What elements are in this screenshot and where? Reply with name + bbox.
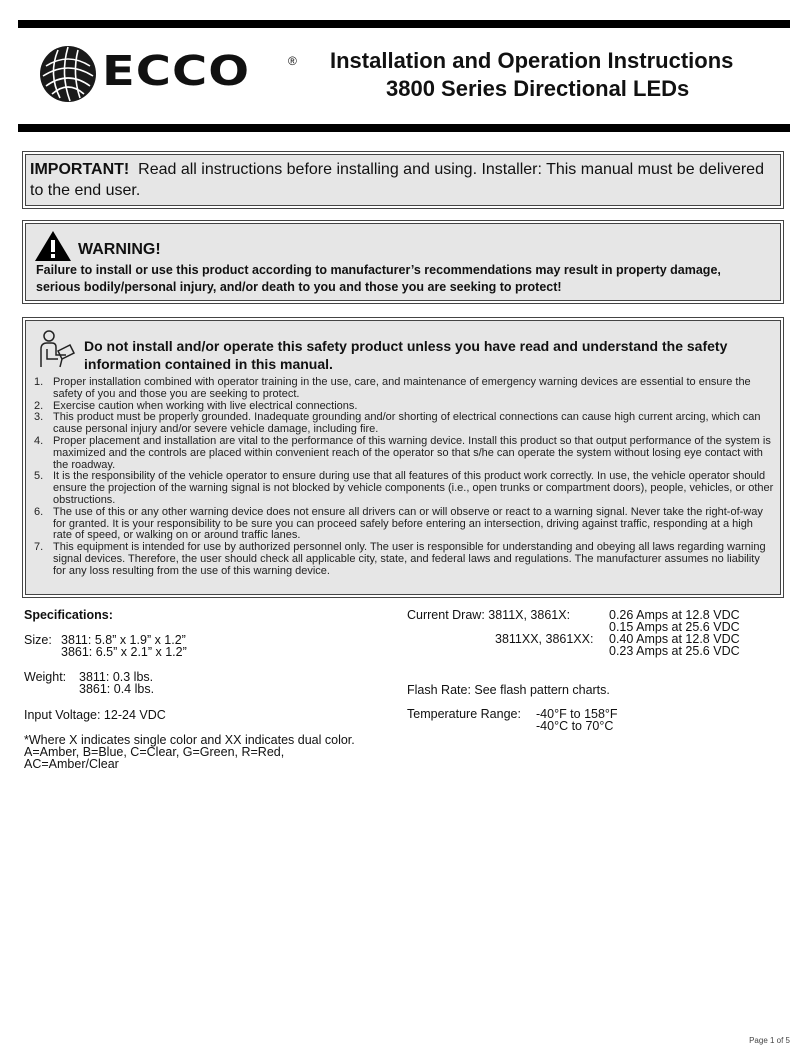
size-3861: 3861: 6.5” x 2.1” x 1.2”: [61, 645, 187, 659]
color-note-line3: AC=Amber/Clear: [24, 757, 119, 771]
item-text: Proper installation combined with operator training in the use, care, and maintenance of emergency warning devices are essential to ensure the safety of you and those you are seeking to protect.: [53, 376, 751, 400]
item-text: It is the responsibility of the vehicle operator to ensure during use that all features of this product work correctly. In use, the vehicle operator should ensure the projection of the warning signal is not blocked by vehicle components (i.e., open trunks or compartment doors), people, vehicles, or other obstructions.: [53, 470, 774, 506]
item-number: 3.: [34, 411, 44, 424]
header-rule: [18, 124, 790, 132]
safety-list: [34, 377, 774, 578]
warning-triangle-icon: [34, 230, 72, 262]
item-text: This equipment is intended for use by authorized personnel only. The user is responsible for understanding and obeying all laws regarding warning signal devices. Therefore, the user should check all applicable city, state, and federal laws and regulations. The manufacturer assumes no liability for any loss resulting from the use of this warning device.: [53, 541, 766, 577]
size-3811: 3811: 5.8” x 1.9” x 1.2”: [61, 633, 186, 647]
important-label: IMPORTANT!: [30, 161, 130, 178]
warning-title: WARNING!: [78, 241, 161, 258]
item-text: The use of this or any other warning device does not ensure all drivers can or will observe or react to a warning signal. Never take the right-of-way for granted. It is your responsibility to be sure you can proceed safely before entering an intersection, driving against traffic, responding at a high rate of speed, or walking on or around traffic lanes.: [53, 505, 763, 542]
item-number: 4.: [34, 434, 44, 447]
warning-box: [22, 220, 784, 304]
important-text: [30, 159, 770, 201]
safety-item: [34, 471, 774, 506]
item-number: 6.: [34, 505, 44, 518]
safety-item: [34, 542, 774, 577]
item-number: 1.: [34, 376, 44, 388]
brand-name: ECCO: [102, 47, 251, 96]
current-value-3: 0.40 Amps at 12.8 VDC: [609, 632, 740, 646]
ecco-globe-logo-icon: [38, 44, 98, 104]
current-value-4: 0.23 Amps at 25.6 VDC: [609, 644, 740, 658]
weight-3861: 3861: 0.4 lbs.: [79, 682, 155, 696]
specs-heading: Specifications:: [24, 608, 113, 622]
current-dual-label: 3811XX, 3861XX:: [495, 632, 594, 646]
item-number: 2.: [34, 399, 44, 412]
document-subtitle: 3800 Series Directional LEDs: [386, 76, 690, 101]
color-note-line2: A=Amber, B=Blue, C=Clear, G=Green, R=Red,: [24, 745, 285, 759]
safety-item: [34, 507, 774, 542]
weight-label: Weight:: [24, 670, 67, 684]
item-text: This product must be properly grounded. Inadequate grounding and/or shorting of electrical connections can cause high current arcing, which can cause personal injury and/or severe vehicle damage, including fire.: [53, 411, 761, 436]
registered-mark: ®: [288, 54, 297, 68]
safety-item: [34, 377, 774, 401]
safety-box: [22, 317, 784, 598]
current-value-1: 0.26 Amps at 12.8 VDC: [609, 608, 740, 622]
color-note-line1: *Where X indicates single color and XX indicates dual color.: [24, 733, 355, 747]
temperature-label: Temperature Range:: [407, 707, 521, 721]
safety-item: [34, 412, 774, 436]
item-number: 7.: [34, 541, 44, 554]
page-number: Page 1 of 5: [749, 1036, 790, 1045]
temperature-fahrenheit: -40°F to 158°F: [536, 707, 618, 721]
warning-text: Failure to install or use this product according to manufacturer’s recommendations may result in property damage, serious bodily/personal injury, and/or death to you and those you are seeking to protect!: [36, 263, 721, 294]
safety-item: [34, 436, 774, 471]
top-rule: [18, 20, 790, 28]
temperature-celsius: -40°C to 70°C: [536, 719, 614, 733]
size-label: Size:: [24, 633, 52, 647]
safety-heading: Do not install and/or operate this safety product unless you have read and understand the safety information contained in this manual.: [84, 338, 728, 372]
flash-rate: Flash Rate: See flash pattern charts.: [407, 683, 610, 697]
document-title: Installation and Operation Instructions: [330, 48, 734, 73]
weight-3811: 3811: 0.3 lbs.: [79, 670, 154, 684]
important-message: Read all instructions before installing and using. Installer: This manual must be delivered to the end user.: [30, 161, 764, 199]
item-text: Proper placement and installation are vital to the performance of this warning device. Install this product so that output performance of the system is maximized and the controls are placed within convenient reach of the operator so that s/he can operate the system without losing eye contact with the roadway.: [53, 434, 771, 471]
item-text: Exercise caution when working with live electrical connections.: [53, 399, 358, 412]
item-number: 5.: [34, 470, 44, 483]
current-value-2: 0.15 Amps at 25.6 VDC: [609, 620, 740, 634]
important-box: [22, 151, 784, 209]
current-draw-label: Current Draw: 3811X, 3861X:: [407, 608, 571, 622]
input-voltage: Input Voltage: 12-24 VDC: [24, 708, 166, 722]
read-manual-icon: [36, 329, 76, 369]
